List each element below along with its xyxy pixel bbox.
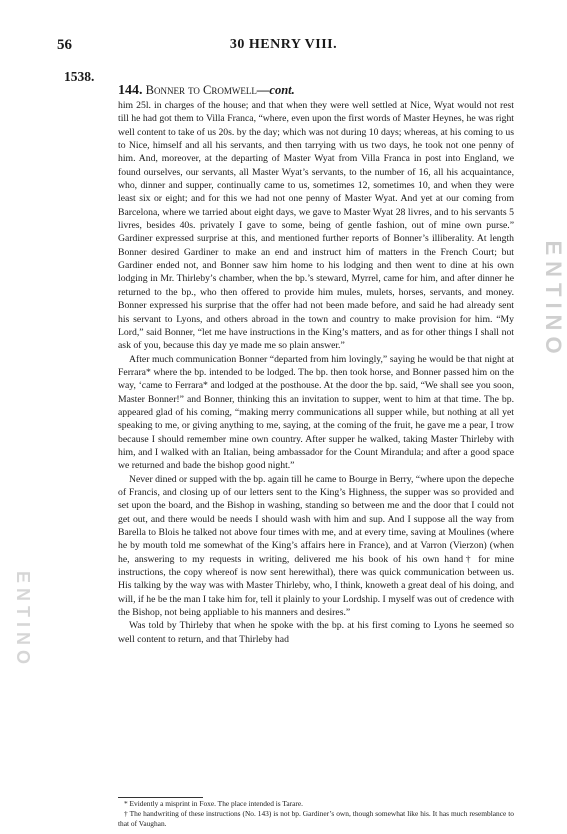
running-title: 30 HENRY VIII. xyxy=(229,37,338,52)
footnote: * Evidently a misprint in Foxe. The place intended is Tarare. xyxy=(124,799,304,808)
paragraph: After much communication Bonner “departed from him lovingly,” saying he would be that night at Ferrara* where the bp. intended to be lodged. The bp. then took horse, and Bonner passed him on the way, ‘came to Ferrara* and lodged at the posthouse. At the door the bp. said, “We shall see you soon, Master Bonner!” and Bonner, thinking this an invitation to supper, went to him at that time. The bp. appeared glad of his coming, “making merry communications all supper while, but nothing at all yet speaking to me, or giving anything to me, saying, at the coming of the fruit, he gave me a pear, I trow because I should remember mine own country. After supper he walked, taking Master Thirleby with him, and I walked with an Italian, being ambassador for the Count Mirandula; and after a good space we returned and bade the bishop good night.” xyxy=(118,353,514,472)
entry-continued: —cont. xyxy=(256,83,295,97)
watermark-text: ENTINO xyxy=(13,570,33,670)
footnote: † The handwriting of these instructions (No. 143) is not bp. Gardiner’s own, though somewhat like his. It has much resemblance to that of Vaughan. xyxy=(118,809,514,828)
footnote-rule xyxy=(118,797,203,798)
watermark-stamp-icon xyxy=(0,520,34,720)
entry-heading xyxy=(118,83,295,99)
entry-title: Bonner to Cromwell xyxy=(145,83,257,97)
paragraph: Never dined or supped with the bp. again till he came to Bourge in Berry, “where upon the depeche of Francis, and closing up of our letters sent to the King’s Highness, the supper was so provided and set upon the board, and the Bishop in washing, standing so between me and the door that I could not get out, and there would be needs I should wash with him and sup. And I suppose all the way from Barella to Blois he talked not above four times with me, and at every time, saving at Moulines (where he by mouth told me somewhat of the King’s affairs here in France), and at Varron (Vierzon) (when he, answering to my requests in writing, delivered me his book of his own hand† for mine instructions, the copy whereof is now sent herewithal), there was quick communication between us. His talking by the way was with Master Thirleby, who, I think, knoweth a great deal of his doing, and will, if he be the man I take him for, tell it plainly to your Lordship. I myself was out of credence with the Bishop, not being appliable to his manners and desires.” xyxy=(118,473,514,619)
paragraph: Was told by Thirleby that when he spoke with the bp. at his first coming to Lyons he seemed so well content to return, and that Thirleby had xyxy=(118,620,514,645)
footnotes xyxy=(118,799,514,829)
entry-number: 144. xyxy=(118,83,143,98)
body-text xyxy=(118,99,514,646)
year-marginal: 1538. xyxy=(64,69,95,84)
watermark-text: ENTINO xyxy=(541,240,566,360)
page-number: 56 xyxy=(57,37,72,53)
watermark-stamp-icon xyxy=(526,150,566,450)
paragraph: him 25l. in charges of the house; and that when they were well settled at Nice, Wyat would not rest till he had got them to Villa Franca, “where, even upon the first words of Master Heynes, he was right well content to take of us 20s. by the day; which was not during 10 days; whereas, at his coming to us to Nice, himself and all his servants, and then tarrying with us two days, he took not one penny of him. And, moreover, at the departing of Master Wyat from Villa Franca in post into England, we found ourselves, our servants, all Master Wyat’s servants, to the number of 16, all his acquaintance, who, dinner and supper, continually came to us, sometimes 12, sometimes 10, and when they were least six or eight; and for this we had not one penny of Master Wyat. And yet at our coming from Barcelona, where we tarried about eight days, we gave to Master Wyat 28 livres, and to his servants 5 livres, besides 40s. privately I gave to some, being of gentle fashion, out of mine own purse.” Gardiner expressed surprise at this, and mentioned further reports of Bonner’s illiberality. At length Bonner desired Gardiner to make an end and instruct him of matters in the French Court; but Gardiner ended not, and Bonner saw him home to his lodging and then went to dine at his own lodging in Mr. Thirleby’s chamber, when the bp.’s steward, Myrrel, came for him, and after dinner he returned to the bp., who then offered to provide him mules, mulets, horses, servants, and money. Bonner expressed his surprise that the offer had not been made before, and said he had already sent his servant to Lyons, and others abroad in the town and country to make provision for him. “My Lord,” said Bonner, “let me have instructions in the King’s matters, and as for other things I shall not ask of you, because this day ye made me so plain answer.” xyxy=(118,100,514,352)
